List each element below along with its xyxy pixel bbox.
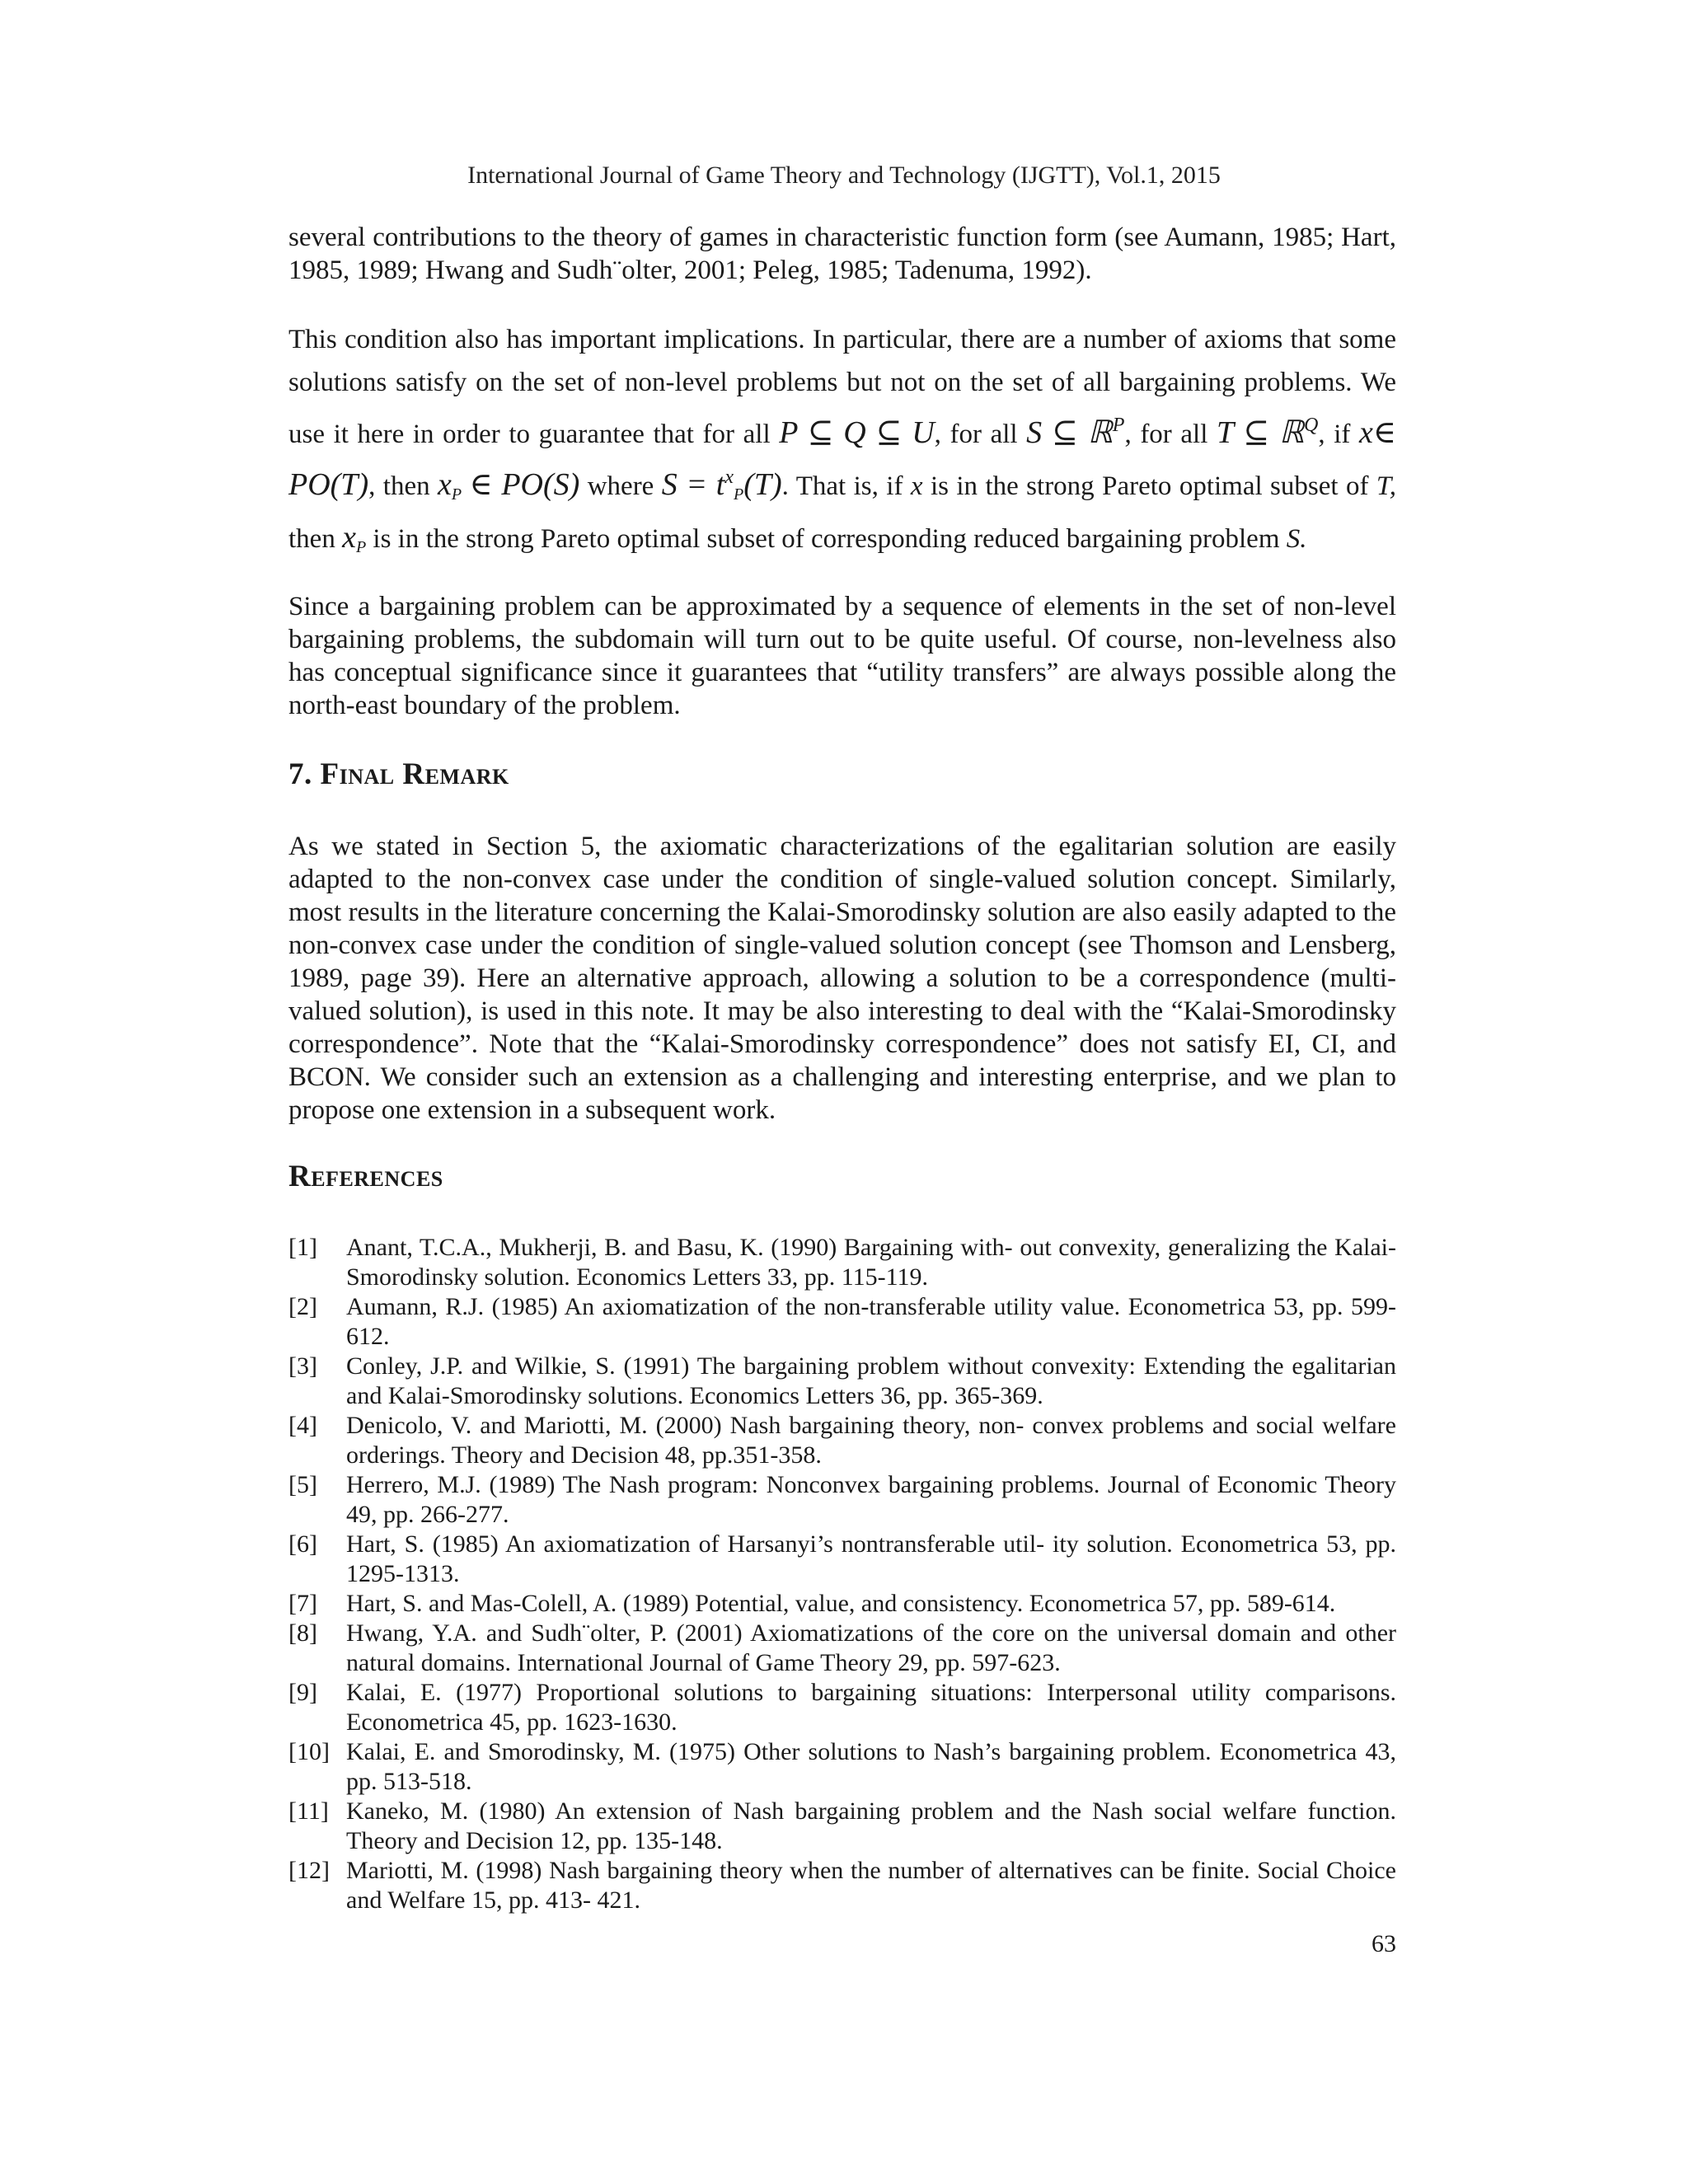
section-title: References — [288, 1160, 443, 1193]
paragraph-condition — [288, 318, 1396, 569]
reference-item: [3] Conley, J.P. and Wilkie, S. (1991) The bargaining problem without convexity: Extending the egalitarian and Kalai-Smorodinsky solutions. Economics Letters 36, pp. 365-369. — [288, 1352, 1396, 1409]
reference-item: [2] Aumann, R.J. (1985) An axiomatization of the non-transferable utility value. Econometrica 53, pp. 599-612. — [288, 1293, 1396, 1350]
reference-item: [12] Mariotti, M. (1998) Nash bargaining theory when the number of alternatives can be finite. Social Choice and Welfare 15, pp. 413- 421. — [288, 1857, 1396, 1914]
paragraph-text: This condition also has important implications. In particular, there are a number of axioms that some solutions satisfy on the set of non-level problems but not on the set of all bargaining problems. We use it here in order to guarantee that for all P ⊆ Q ⊆ U, for all S ⊆ ℝ$^P$, for all T ⊆ ℝ$^Q$, if x∈ PO(T), then $x_P$ ∈ PO(S) where $S = t^x_P(T)$. That is, if x is in the strong Pareto optimal subset of T, then $x_P$ is in the strong Pareto optimal subset of corresponding reduced bargaining problem S. — [288, 325, 1397, 556]
running-header: International Journal of Game Theory and Technology (IJGTT), Vol.1, 2015 — [467, 162, 1221, 189]
reference-item: [11] Kaneko, M. (1980) An extension of Nash bargaining problem and the Nash social welfare function. Theory and Decision 12, pp. 135-148. — [288, 1797, 1396, 1854]
reference-item: [1] Anant, T.C.A., Mukherji, B. and Basu, K. (1990) Bargaining with- out convexity, generalizing the Kalai-Smorodinsky solution. Economics Letters 33, pp. 115-119. — [288, 1234, 1396, 1291]
paragraph-contributions — [288, 221, 1396, 287]
paragraph-text: As we stated in Section 5, the axiomatic characterizations of the egalitarian solution are easily adapted to the non-convex case under the condition of single-valued solution concept. Similarly, most results in the literature concerning the Kalai-Smorodinsky solution are also easily adapted to the non-convex case under the condition of single-valued solution concept (see Thomson and Lensberg, 1989, page 39). Here an alternative approach, allowing a solution to be a correspondence (multi-valued solution), is used in this note. It may be also interesting to deal with the “Kalai-Smorodinsky correspondence”. Note that the “Kalai-Smorodinsky correspondence” does not satisfy EI, CI, and BCON. We consider such an extension as a challenging and interesting enterprise, and we plan to propose one extension in a subsequent work. — [288, 832, 1396, 1125]
reference-item: [6] Hart, S. (1985) An axiomatization of Harsanyi’s nontransferable util- ity solution. Econometrica 53, pp. 1295-1313. — [288, 1530, 1396, 1587]
references-list — [288, 1233, 1396, 1915]
reference-item: [10] Kalai, E. and Smorodinsky, M. (1975) Other solutions to Nash’s bargaining problem. Econometrica 43, pp. 513-518. — [288, 1738, 1396, 1795]
reference-item: [5] Herrero, M.J. (1989) The Nash program: Nonconvex bargaining problems. Journal of Economic Theory 49, pp. 266-277. — [288, 1471, 1396, 1528]
reference-item: [8] Hwang, Y.A. and Sudh¨olter, P. (2001) Axiomatizations of the core on the universal domain and other natural domains. International Journal of Game Theory 29, pp. 597-623. — [288, 1619, 1396, 1676]
paragraph-text: Since a bargaining problem can be approximated by a sequence of elements in the set of non-level bargaining problems, the subdomain will turn out to be quite useful. Of course, non-levelness also has conceptual significance since it guarantees that “utility transfers” are always possible along the north-east boundary of the problem. — [288, 592, 1396, 720]
reference-item: [4] Denicolo, V. and Mariotti, M. (2000) Nash bargaining theory, non- convex problems and social welfare orderings. Theory and Decision 48, pp.351-358. — [288, 1412, 1396, 1469]
page-number: 63 — [1372, 1930, 1396, 1957]
paragraph-approximation — [288, 590, 1396, 722]
section-title: 7. Final Remark — [288, 757, 509, 791]
section-heading-final-remark — [288, 757, 1396, 792]
reference-item: [9] Kalai, E. (1977) Proportional solutions to bargaining situations: Interpersonal utility comparisons. Econometrica 45, pp. 1623-1630. — [288, 1679, 1396, 1736]
paragraph-text: several contributions to the theory of games in characteristic function form (see Aumann, 1985; Hart, 1985, 1989; Hwang and Sudh¨olter, 2001; Peleg, 1985; Tadenuma, 1992). — [288, 223, 1396, 285]
paragraph-final-remark — [288, 830, 1396, 1127]
reference-item: [7] Hart, S. and Mas-Colell, A. (1989) Potential, value, and consistency. Econometrica 57, pp. 589-614. — [288, 1590, 1336, 1617]
section-heading-references — [288, 1159, 1396, 1194]
